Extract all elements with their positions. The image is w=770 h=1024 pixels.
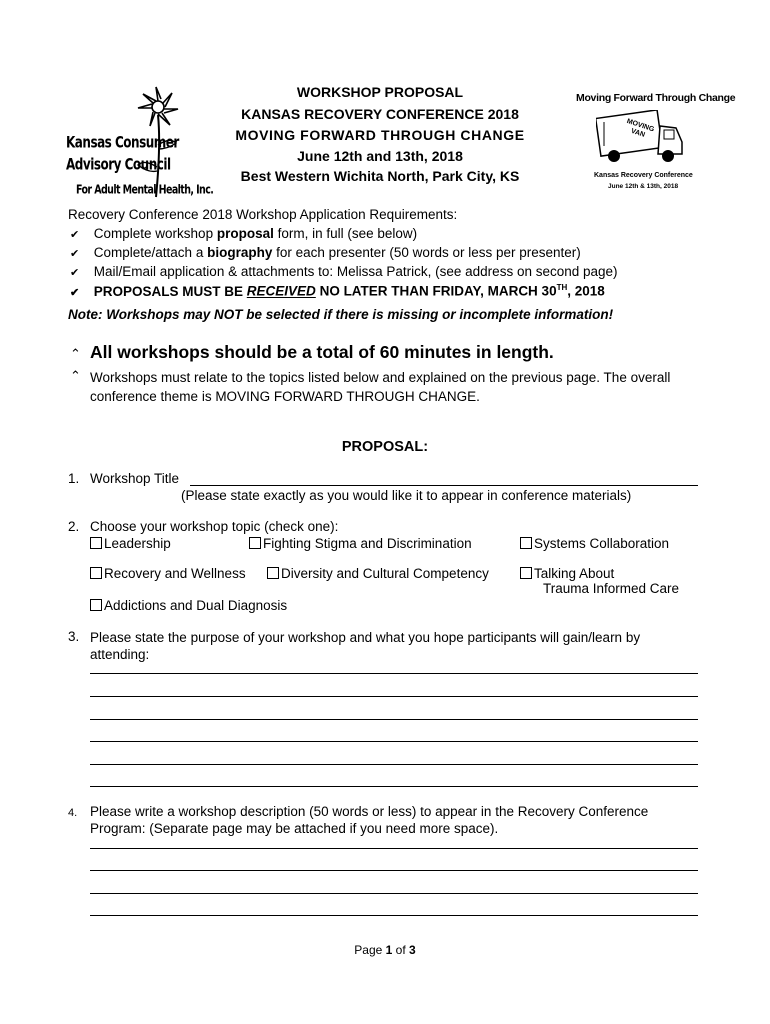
header-location: Best Western Wichita North, Park City, KS — [240, 168, 520, 184]
q1-number: 1. — [68, 471, 80, 486]
option-label: Leadership — [104, 536, 171, 551]
requirement-2-c: for each presenter (50 words or less per presenter) — [272, 245, 581, 260]
workshop-title-field[interactable] — [190, 485, 698, 486]
checkbox[interactable] — [520, 537, 532, 549]
q2-label: Choose your workshop topic (check one): — [90, 519, 339, 534]
requirement-4-c: NO LATER THAN FRIDAY, MARCH 30 — [315, 283, 557, 299]
q1-label: Workshop Title — [90, 471, 180, 486]
checkbox[interactable] — [520, 567, 532, 579]
requirement-4-received: RECEIVED — [246, 283, 316, 299]
topic-option-fighting-stigma[interactable] — [249, 536, 472, 551]
checkmark-icon: ✔ — [70, 248, 80, 260]
option-label: Recovery and Wellness — [104, 566, 246, 581]
q3-answer-line[interactable] — [90, 764, 698, 765]
q3-label: Please state the purpose of your workshop and what you hope participants will gain/learn by attending: — [90, 630, 641, 662]
right-logo-caption-2: June 12th & 13th, 2018 — [608, 183, 679, 190]
topic-option-systems-collaboration[interactable] — [520, 536, 669, 551]
requirements-intro: Recovery Conference 2018 Workshop Application Requirements: — [68, 207, 458, 222]
bullet-small-text: Workshops must relate to the topics listed below and explained on the previous page. The overall conference theme is MOVING FORWARD THROUGH CHANGE. — [90, 370, 671, 404]
q4-answer-line[interactable] — [90, 893, 698, 894]
van-text: MOVING VAN — [625, 118, 655, 139]
topic-option-diversity[interactable] — [267, 566, 489, 581]
moving-van-logo — [576, 92, 736, 200]
option-label: Fighting Stigma and Discrimination — [263, 536, 472, 551]
checkbox[interactable] — [249, 537, 261, 549]
q4-answer-line[interactable] — [90, 870, 698, 871]
bullet-big — [70, 342, 554, 363]
header-theme: MOVING FORWARD THROUGH CHANGE — [235, 127, 525, 143]
logo-line-1: Kansas Consumer — [66, 133, 179, 152]
q4-number: 4. — [68, 807, 78, 819]
page-number — [0, 943, 770, 957]
note: Note: Workshops may NOT be selected if there is missing or incomplete information! — [68, 307, 614, 322]
header-conference: KANSAS RECOVERY CONFERENCE 2018 — [241, 106, 519, 122]
option-label: Addictions and Dual Diagnosis — [104, 598, 288, 613]
option-label: Diversity and Cultural Competency — [281, 566, 489, 581]
page-prefix: Page — [354, 943, 386, 957]
page-current: 1 — [385, 943, 393, 957]
q4-label: Please write a workshop description (50 words or less) to appear in the Recovery Conference Program: (Separate page may be attached if you need more space). — [90, 804, 649, 836]
requirement-3-text: Mail/Email application & attachments to: Melissa Patrick, (see address on second page) — [93, 264, 618, 279]
q3-answer-line[interactable] — [90, 741, 698, 742]
checkmark-icon: ✔ — [70, 229, 80, 241]
requirement-2-b: biography — [207, 245, 273, 260]
caret-icon: ⌃ — [70, 346, 81, 361]
bullet-small — [70, 368, 700, 406]
right-logo-caption-1: Kansas Recovery Conference — [594, 172, 693, 179]
requirement-1-a: Complete workshop — [93, 226, 217, 241]
right-logo-title: Moving Forward Through Change — [576, 92, 736, 104]
checkmark-icon: ✔ — [70, 267, 80, 279]
q4-answer-line[interactable] — [90, 848, 698, 849]
q3-answer-line[interactable] — [90, 786, 698, 787]
requirement-4 — [70, 283, 605, 299]
topic-option-leadership[interactable] — [90, 536, 171, 551]
page-total: 3 — [409, 943, 416, 957]
topic-option-trauma[interactable] — [520, 566, 679, 596]
q3-answer-line[interactable] — [90, 673, 698, 674]
topic-option-recovery-wellness[interactable] — [90, 566, 246, 581]
kcac-logo — [66, 85, 214, 200]
requirement-3 — [70, 264, 618, 279]
option-label-line-2: Trauma Informed Care — [543, 581, 680, 596]
q1-hint: (Please state exactly as you would like it to appear in conference materials) — [181, 488, 632, 503]
header-dates: June 12th and 13th, 2018 — [297, 148, 463, 164]
q3-answer-line[interactable] — [90, 696, 698, 697]
requirement-1-b: proposal — [216, 226, 274, 241]
q3-answer-line[interactable] — [90, 719, 698, 720]
checkmark-icon: ✔ — [70, 286, 80, 299]
proposal-heading: PROPOSAL: — [341, 439, 429, 455]
requirement-2 — [70, 245, 581, 260]
logo-line-2: Advisory Council — [66, 155, 171, 174]
option-label: Systems Collaboration — [534, 536, 670, 551]
q3-number: 3. — [68, 629, 80, 644]
q4-answer-line[interactable] — [90, 915, 698, 916]
checkbox[interactable] — [90, 599, 102, 611]
requirement-4-a: PROPOSALS MUST BE — [93, 283, 247, 299]
requirement-1 — [70, 226, 417, 241]
caret-icon: ⌃ — [70, 368, 81, 383]
requirement-1-c: form, in full (see below) — [273, 226, 418, 241]
requirement-4-sup: TH — [556, 283, 568, 292]
checkbox[interactable] — [267, 567, 279, 579]
logo-line-3: For Adult Mental Health, Inc. — [76, 183, 214, 198]
checkbox[interactable] — [90, 537, 102, 549]
requirement-4-d: , 2018 — [567, 283, 605, 299]
header-title: WORKSHOP PROPOSAL — [296, 84, 464, 100]
q2-number: 2. — [68, 519, 80, 534]
topic-option-addictions[interactable] — [90, 598, 287, 613]
checkbox[interactable] — [90, 567, 102, 579]
bullet-big-text: All workshops should be a total of 60 minutes in length. — [90, 342, 554, 362]
page-mid: of — [392, 943, 410, 957]
option-label: Talking About — [534, 566, 615, 581]
requirement-2-a: Complete/attach a — [93, 245, 208, 260]
